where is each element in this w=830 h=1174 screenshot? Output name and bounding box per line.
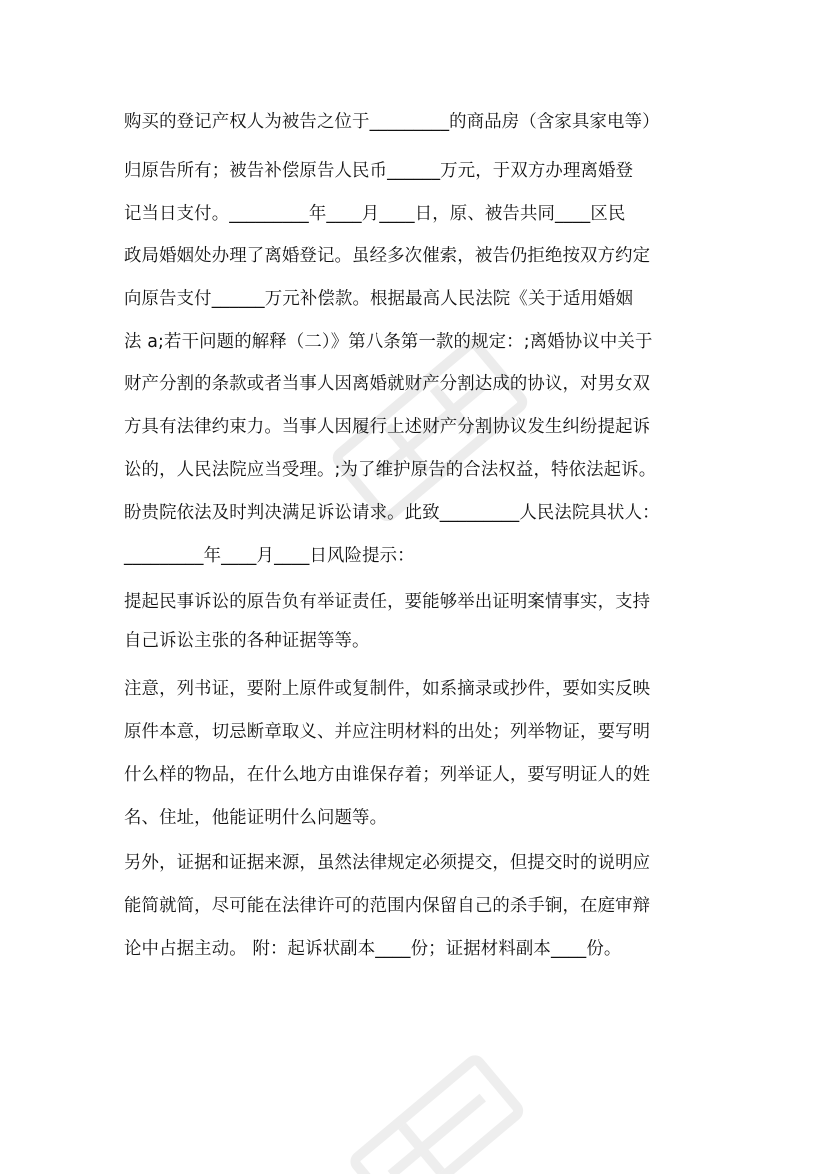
body-line-wrap <box>124 157 714 185</box>
text-line: 记当日支付。_________年____月____日，原、被告共同____区民 <box>124 204 626 224</box>
body-paragraph-complaint <box>124 108 714 136</box>
text-line: 什么样的物品，在什么地方由谁保存着；列举证人，要写明证人的姓 <box>124 765 651 785</box>
text-line: 讼的，人民法院应当受理。;为了维护原告的合法权益，特依法起诉。 <box>124 460 657 480</box>
body-line-wrap <box>124 718 714 746</box>
body-line-wrap <box>124 413 714 441</box>
body-line-wrap <box>124 935 714 963</box>
text-line: 向原告支付______万元补偿款。根据最高人民法院《关于适用婚姻 <box>124 289 634 309</box>
text-line: 法 a;若干问题的解释（二）》第八条第一款的规定：;离婚协议中关于 <box>124 332 653 352</box>
body-line-wrap <box>124 892 714 920</box>
body-line-wrap <box>124 499 714 527</box>
text-line: 财产分割的条款或者当事人因离婚就财产分割达成的协议，对男女双 <box>124 374 651 394</box>
text-line: 论中占据主动。 附：起诉状副本____份；证据材料副本____份。 <box>124 939 622 959</box>
body-line-wrap <box>124 200 714 228</box>
text-line: 注意，列书证，要附上原件或复制件，如系摘录或抄件，要如实反映 <box>124 679 651 699</box>
text-line: 政局婚姻处办理了离婚登记。虽经多次催索，被告仍拒绝按双方约定 <box>124 246 651 266</box>
text-line: 自己诉讼主张的各种证据等等。 <box>124 631 370 651</box>
text-line: 能简就简，尽可能在法律许可的范围内保留自己的杀手锏，在庭审辩 <box>124 896 651 916</box>
body-line-wrap <box>124 456 714 484</box>
additional-paragraph <box>124 849 714 877</box>
text-line: 另外，证据和证据来源，虽然法律规定必须提交，但提交时的说明应 <box>124 853 651 873</box>
body-line-wrap <box>124 242 714 270</box>
text-line: 原件本意，切忌断章取义、并应注明材料的出处；列举物证，要写明 <box>124 722 651 742</box>
text-line: 盼贵院依法及时判决满足诉讼请求。此致_________人民法院具状人： <box>124 503 660 523</box>
body-line-wrap <box>124 804 714 832</box>
risk-notice-paragraph <box>124 588 714 616</box>
body-line-wrap <box>124 627 714 655</box>
text-line: _________年____月____日风险提示： <box>124 546 415 566</box>
body-line-wrap <box>124 761 714 789</box>
text-line: 名、住址，他能证明什么问题等。 <box>124 808 388 828</box>
watermark-stamp-icon <box>330 1030 550 1174</box>
body-line-wrap <box>124 370 714 398</box>
text-line: 归原告所有；被告补偿原告人民币______万元，于双方办理离婚登 <box>124 161 634 181</box>
text-line: 购买的登记产权人为被告之位于_________的商品房（含家具家电等） <box>124 112 660 132</box>
text-line: 方具有法律约束力。当事人因履行上述财产分割协议发生纠纷提起诉 <box>124 417 651 437</box>
body-line-wrap <box>124 328 714 356</box>
body-line-wrap <box>124 542 714 570</box>
text-line: 提起民事诉讼的原告负有举证责任，要能够举出证明案情事实，支持 <box>124 592 651 612</box>
evidence-notes-paragraph <box>124 675 714 703</box>
body-line-wrap <box>124 285 714 313</box>
